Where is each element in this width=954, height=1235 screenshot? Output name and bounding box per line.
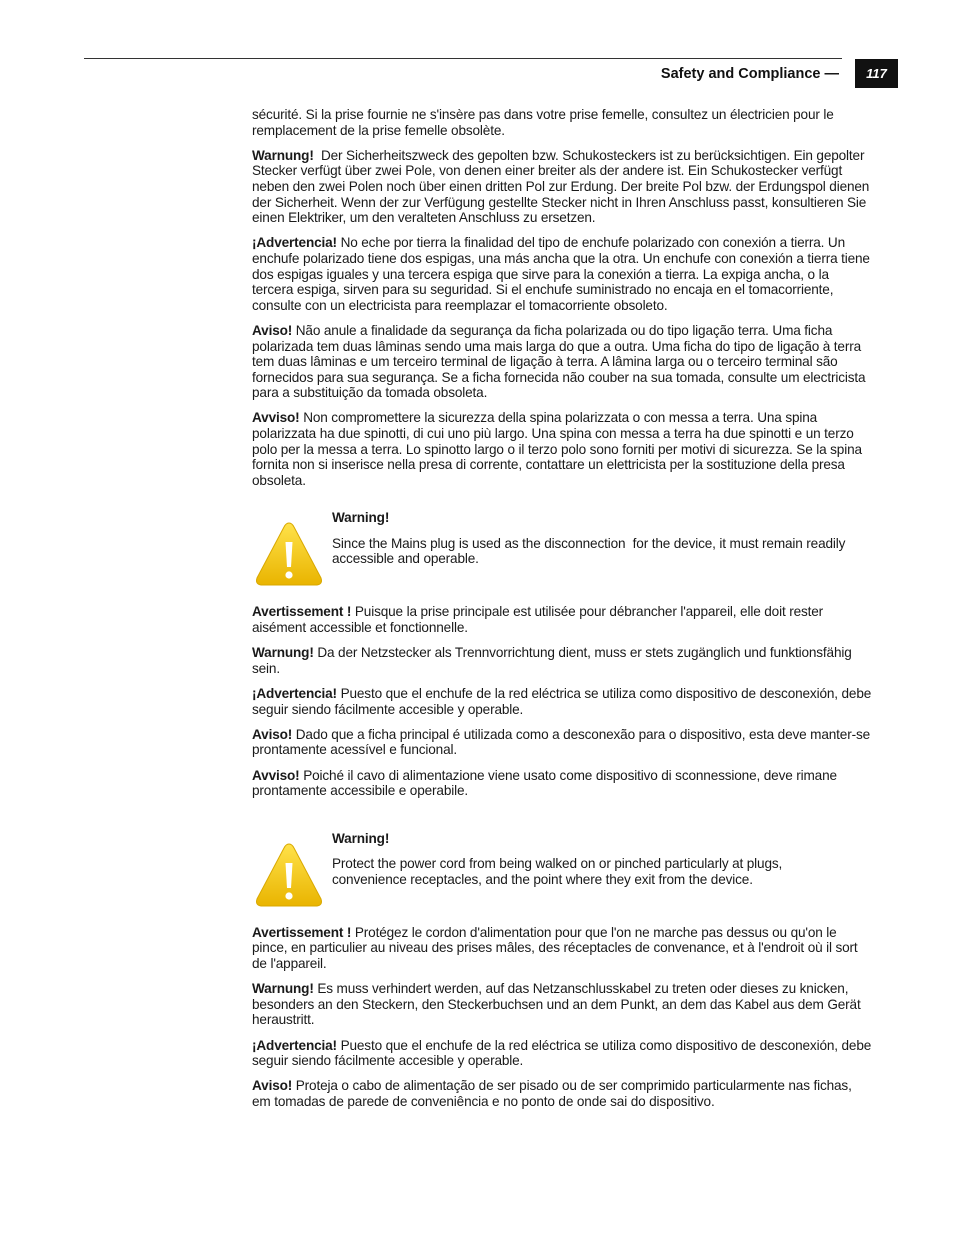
warning-title: Warning!: [332, 510, 390, 526]
warning-spanish-paragraph: ¡Advertencia! Puesto que el enchufe de la red eléctrica se utiliza como dispositivo de desconexión, debe seguir siendo fácilmente accesible y operable.: [252, 1037, 872, 1069]
continuation-paragraph: sécurité. Si la prise fournie ne s'insère pas dans votre prise femelle, consultez un électricien pour le remplacement de la prise femelle obsolète.: [252, 107, 834, 138]
warning-spanish-paragraph: ¡Advertencia! No eche por tierra la finalidad del tipo de enchufe polarizado con conexión a tierra. Un enchufe polarizado tiene dos espigas, una más ancha que la otra. Un enchufe con conexión a tierra tiene dos espigas iguales y una tercera espiga que sirve para la conexión a tierra. La expiga ancha, o la tercera espiga, sirven para su seguridad. Si el enchufe suministrado no encaja en el tomacorriente, consulte con un electricista para reemplazar el tomacorriente obsoleto.: [252, 235, 870, 313]
warning-french-paragraph: Avertissement ! Protégez le cordon d'alimentation pour que l'on ne marche pas dessus ou qu'on le pince, en particulier au niveau des prises mâles, des réceptacles de convenance, et à l'endroit où il sort de l'appareil.: [252, 924, 858, 971]
running-header-title: Safety and Compliance —: [660, 66, 839, 82]
language-label: Avertissement !: [252, 924, 352, 940]
page-content: [252, 107, 872, 1119]
warning-spanish-paragraph: ¡Advertencia! Puesto que el enchufe de la red eléctrica se utiliza como dispositivo de desconexión, debe seguir siendo fácilmente accesible y operable.: [252, 686, 872, 717]
warning-title: Warning!: [332, 830, 390, 846]
page-number-badge: 117: [855, 59, 898, 88]
warning-callout: [252, 831, 872, 911]
language-label: Warnung!: [252, 147, 314, 163]
language-label: Avviso!: [252, 410, 300, 426]
warning-portuguese-paragraph: Aviso! Não anule a finalidade da segurança da ficha polarizada ou do tipo ligação terra. Uma ficha polarizada tem duas lâminas sendo uma mais larga do que a outra. Uma ficha do tipo de ligação à terra tem duas lâminas e um terceiro terminal de ligação à terra. A lâmina larga ou o terceiro terminal são fornecidos para sua segurança. Se a ficha fornecida não couber na sua tomada, consulte um electricista para a substituição da tomada obsoleta.: [252, 322, 866, 401]
header-rule: [84, 58, 842, 59]
warning-triangle-icon: [254, 841, 324, 911]
warning-german-paragraph: Warnung! Da der Netzstecker als Trennvorrichtung dient, muss er stets zugänglich und funktionsfähig sein.: [252, 645, 852, 676]
warning-portuguese-paragraph: Aviso! Dado que a ficha principal é utilizada como a desconexão para o dispositivo, esta deve manter-se prontamente acessível e funcional.: [252, 726, 871, 758]
language-label: Warnung!: [252, 981, 314, 997]
warning-callout: [252, 510, 872, 590]
language-label: Aviso!: [252, 322, 293, 338]
language-label: ¡Advertencia!: [252, 235, 337, 251]
language-label: Aviso!: [252, 726, 293, 742]
warning-german-paragraph: Warnung! Es muss verhindert werden, auf das Netzanschlusskabel zu treten oder dieses zu knicken, besonders an den Steckern, den Steckerbuchsen und an dem Punkt, an dem das Kabel aus dem Gerät heraustritt.: [252, 981, 861, 1028]
language-label: Aviso!: [252, 1078, 293, 1094]
warning-italian-paragraph: Avviso! Poiché il cavo di alimentazione viene usato come dispositivo di sconnessione, deve rimane prontamente accessibile e operabile.: [252, 767, 837, 799]
language-label: Warnung!: [252, 645, 314, 661]
warning-italian-paragraph: Avviso! Non compromettere la sicurezza della spina polarizzata o con messa a terra. Una spina polarizzata ha due spinotti, di cui uno più largo. Una spina con messa a terra ha due spinotti e un terzo polo per la messa a terra. Lo spinotto largo o il terzo polo sono forniti per motivi di sicurezza. Se la spina fornita non si inserisce nella presa di corrente, contattare un elettricista per la sostituzione della presa obsoleta.: [252, 410, 862, 488]
warning-portuguese-paragraph: Aviso! Proteja o cabo de alimentação de ser pisado ou de ser comprimido particularmente nas fichas, em tomadas de parede de conveniência e no ponto de onde sai do dispositivo.: [252, 1078, 852, 1109]
warning-triangle-icon: [254, 520, 324, 590]
language-label: ¡Advertencia!: [252, 1037, 337, 1053]
warning-body: Since the Mains plug is used as the disconnection for the device, it must remain readily accessible and operable.: [332, 535, 849, 567]
warning-french-paragraph: Avertissement ! Puisque la prise principale est utilisée pour débrancher l'appareil, elle doit rester aisément accessible et fonctionnelle.: [252, 604, 824, 636]
language-label: Avertissement !: [252, 604, 352, 620]
language-label: ¡Advertencia!: [252, 686, 337, 701]
warning-german-paragraph: Warnung! Der Sicherheitszweck des gepolten bzw. Schukosteckers ist zu berücksichtigen. Ein gepolter Stecker verfügt über zwei Pole, von denen einer breiter als der andere ist. Ein Schukostecker verfügt neben den zwei Polen noch über einen dritten Pol zur Erdung. Der breite Pol bzw. der Erdungspol dienen der Sicherheit. Wenn der zur Verfügung gestellte Stecker nicht in Ihren Anschluss passt, konsultieren Sie einen Elektriker, um den veralteten Anschluss zu ersetzen.: [252, 147, 873, 226]
language-label: Avviso!: [252, 767, 300, 783]
warning-body: Protect the power cord from being walked on or pinched particularly at plugs, convenience receptacles, and the point where they exit from the device.: [332, 855, 783, 887]
